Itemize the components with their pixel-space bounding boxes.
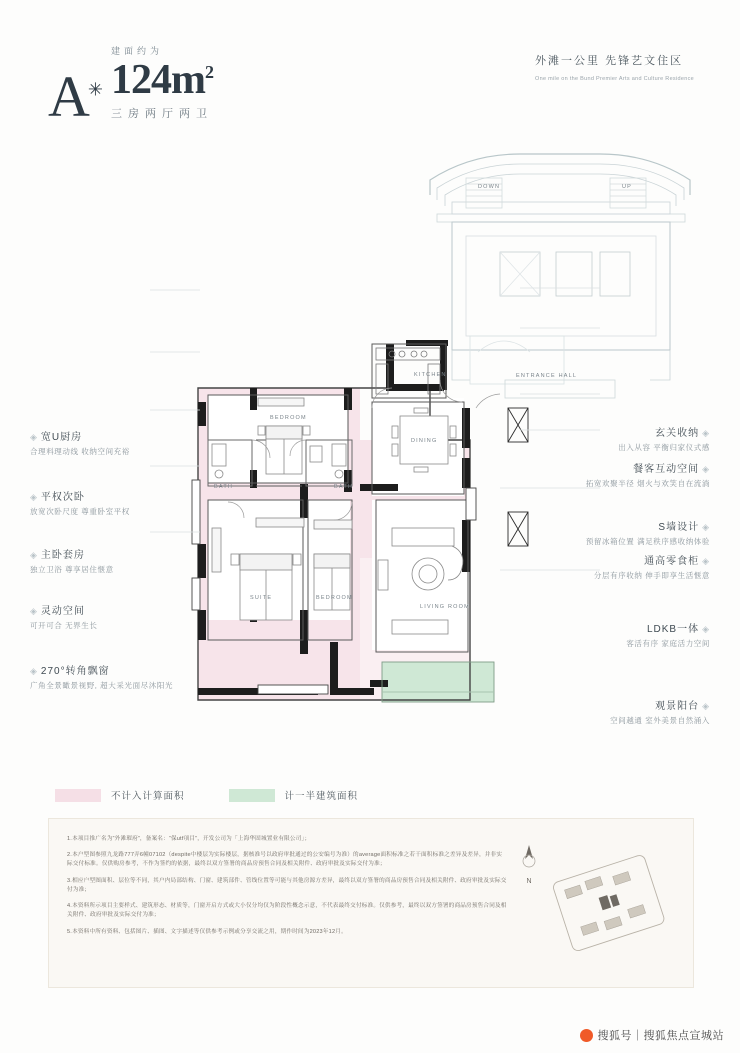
compass-icon bbox=[517, 843, 541, 873]
area-title-superscript: 2 bbox=[204, 62, 213, 82]
bullet-icon: ◈ bbox=[702, 522, 710, 532]
bullet-icon: ◈ bbox=[702, 556, 710, 566]
annotation-title-text: 宽U厨房 bbox=[40, 432, 83, 443]
title-column bbox=[111, 44, 213, 121]
disclaimer-line-1: 1.本项目推广名为“外滩璀府”，备案名：“保utf项目”，开发公司为「上海华固城置业有限公司」； bbox=[67, 836, 311, 842]
area-subtitle-top: 建面约为 bbox=[110, 46, 163, 56]
annotation-title-text: 餐客互动空间 bbox=[633, 464, 700, 475]
annotation-master-suite bbox=[30, 546, 230, 575]
annotation-flex-space bbox=[30, 602, 230, 631]
room-label-bedroom-lower: BEDROOM bbox=[316, 595, 353, 601]
area-title bbox=[111, 59, 213, 101]
disclaimer-line-3: 3.相应户型图面积、层位等不同，其户内局部结构、门窗、建筑部件、管线位置等可能与其他房源方差异，最终以双方签署的商品房预售合同及相关附件、政府审批及实际交付为准； bbox=[67, 877, 507, 893]
public-corridor-block bbox=[430, 154, 690, 398]
brand-logo-star-icon: ✳ bbox=[87, 79, 101, 100]
footer-watermark bbox=[580, 1027, 725, 1043]
annotation-entry-storage-desc: 出入从容 平衡归家仪式感 bbox=[618, 443, 710, 452]
annotation-ldkb-desc: 客活有序 家庭活力空间 bbox=[626, 639, 710, 648]
annotation-entry-storage bbox=[510, 424, 710, 453]
annotation-title-text: 灵动空间 bbox=[40, 606, 85, 617]
annotation-corner-bay-window-desc: 广角全景瞰景视野, 超大采光面尽沐阳光 bbox=[30, 681, 174, 690]
bullet-icon: ◈ bbox=[30, 666, 38, 676]
annotation-title-text: 观景阳台 bbox=[655, 701, 700, 712]
annotation-kitchen-title bbox=[30, 428, 230, 443]
room-label-up: UP bbox=[622, 184, 633, 190]
bullet-icon: ◈ bbox=[30, 492, 38, 502]
annotation-title-text: 玄关收纳 bbox=[655, 428, 700, 439]
annotation-ldkb bbox=[510, 620, 710, 649]
annotation-entry-storage-title bbox=[510, 424, 710, 439]
annotation-master-suite-desc: 独立卫浴 尊享居住惬意 bbox=[30, 565, 114, 574]
room-label-suite: SUITE bbox=[250, 595, 273, 601]
room-label-bath-right: BATH bbox=[334, 484, 354, 490]
site-plan-thumbnail bbox=[545, 845, 673, 963]
legend-label-green: 计一半建筑面积 bbox=[284, 791, 359, 802]
header-tagline-en: One mile on the Bund Premier Arts and Culture Residence bbox=[535, 76, 694, 82]
room-label-living-room: LIVING ROOM bbox=[420, 604, 470, 610]
annotation-ldkb-title bbox=[510, 620, 710, 635]
logo-block bbox=[48, 44, 213, 129]
annotation-title-text: 270°转角飘窗 bbox=[40, 666, 110, 677]
bullet-icon: ◈ bbox=[30, 432, 38, 442]
annotation-view-balcony bbox=[510, 697, 710, 726]
annotation-title-text: LDKB一体 bbox=[646, 624, 700, 635]
footer-text: 搜狐号｜搜狐焦点宣城站 bbox=[597, 1030, 724, 1042]
annotation-title-text: 通高零食柜 bbox=[644, 556, 700, 567]
annotation-tall-pantry-title bbox=[510, 552, 710, 567]
disclaimer-panel bbox=[48, 818, 694, 988]
annotation-dining-living-interaction-desc: 拓宽欢聚半径 烟火与欢笑自在流淌 bbox=[585, 479, 710, 488]
annotation-flex-space-desc: 可开可合 无界生长 bbox=[30, 621, 98, 630]
bullet-icon: ◈ bbox=[702, 464, 710, 474]
annotation-title-text: S墙设计 bbox=[658, 522, 700, 533]
brand-logo-letter: A bbox=[48, 63, 88, 129]
disclaimer-line-2: 2.本户型图参照九龙路777弄6幢07102（despite中楼层为实际楼层，据核准号以政府审批通过的公安编号为准）的average面积标准之若干面积标准之差异及差异，并非实际交付标准。仅供购房参考，不作为签约的依据，最终以双方签署的商品房预售合同及相关附件、政府审批及实际交付为准； bbox=[67, 852, 503, 868]
bullet-icon: ◈ bbox=[702, 701, 710, 711]
annotation-second-bedroom-desc: 放宽次卧尺度 尊重卧室平权 bbox=[30, 507, 130, 516]
sohu-logo-icon bbox=[580, 1029, 593, 1042]
annotation-kitchen bbox=[30, 428, 230, 457]
annotation-s-wall-desc: 预留冰箱位置 满足秩序感收纳体验 bbox=[585, 537, 710, 546]
header bbox=[0, 0, 740, 140]
annotation-master-suite-title bbox=[30, 546, 230, 561]
disclaimer-text-block bbox=[49, 819, 525, 960]
disclaimer-line-4: 4.本资料所示项目主要样式、建筑形态、材质等，门窗开启方式或大小仅分均仅为阶段性概念示意，不代表最终交付标准。仅供参考，最终以双方签署的商品房预售合同及相关附件、政府审批及实际交付为准； bbox=[67, 903, 507, 919]
header-tagline bbox=[535, 52, 694, 84]
annotation-dining-living-interaction bbox=[510, 460, 710, 489]
annotation-title-text: 主卧套房 bbox=[40, 550, 85, 561]
annotation-second-bedroom-title bbox=[30, 488, 230, 503]
annotation-s-wall-title bbox=[510, 518, 710, 533]
area-title-value: 124m bbox=[110, 57, 205, 103]
disclaimer-line-5: 5.本资料中所有资料、包括图片、插图、文字描述等仅供参考示例或分享交流之用，期作时间为2023年12月。 bbox=[67, 928, 347, 935]
compass-north-label: N bbox=[526, 878, 532, 885]
bullet-icon: ◈ bbox=[30, 606, 38, 616]
bullet-icon: ◈ bbox=[30, 550, 38, 560]
room-label-kitchen: KITCHEN bbox=[414, 372, 447, 378]
brand-logo bbox=[48, 63, 101, 129]
legend-label-pink: 不计入计算面积 bbox=[111, 791, 185, 802]
balcony-green-area bbox=[382, 662, 494, 702]
annotation-tall-pantry-desc: 分层有序收纳 伸手即享生活惬意 bbox=[593, 571, 710, 580]
legend-swatch-green bbox=[229, 789, 275, 802]
annotation-title-text: 平权次卧 bbox=[40, 492, 85, 503]
annotation-tall-pantry bbox=[510, 552, 710, 581]
bullet-icon: ◈ bbox=[702, 624, 710, 634]
annotation-corner-bay-window bbox=[30, 662, 230, 691]
room-label-bath-left: BATH bbox=[214, 484, 234, 490]
room-label-down: DOWN bbox=[478, 184, 501, 190]
annotation-flex-space-title bbox=[30, 602, 230, 617]
site-plan-svg bbox=[545, 845, 673, 963]
compass bbox=[517, 843, 541, 885]
annotation-kitchen-desc: 合理料理动线 收纳空间充裕 bbox=[30, 447, 130, 456]
legend-swatch-pink bbox=[55, 789, 101, 802]
layout-subtitle: 三房两厅两卫 bbox=[110, 108, 213, 120]
room-label-entrance-hall: ENTRANCE HALL bbox=[516, 373, 578, 379]
bullet-icon: ◈ bbox=[702, 428, 710, 438]
header-tagline-cn: 外滩一公里 先锋艺文住区 bbox=[535, 55, 684, 67]
annotation-view-balcony-desc: 空间越通 室外美景自然涌入 bbox=[610, 716, 710, 725]
annotation-corner-bay-window-title bbox=[30, 662, 230, 677]
annotation-second-bedroom bbox=[30, 488, 230, 517]
legend bbox=[55, 788, 392, 802]
annotation-s-wall bbox=[510, 518, 710, 547]
annotation-dining-living-interaction-title bbox=[510, 460, 710, 475]
room-label-bedroom-top: BEDROOM bbox=[270, 415, 307, 421]
room-label-dining: DINING bbox=[411, 438, 438, 444]
annotation-view-balcony-title bbox=[510, 697, 710, 712]
